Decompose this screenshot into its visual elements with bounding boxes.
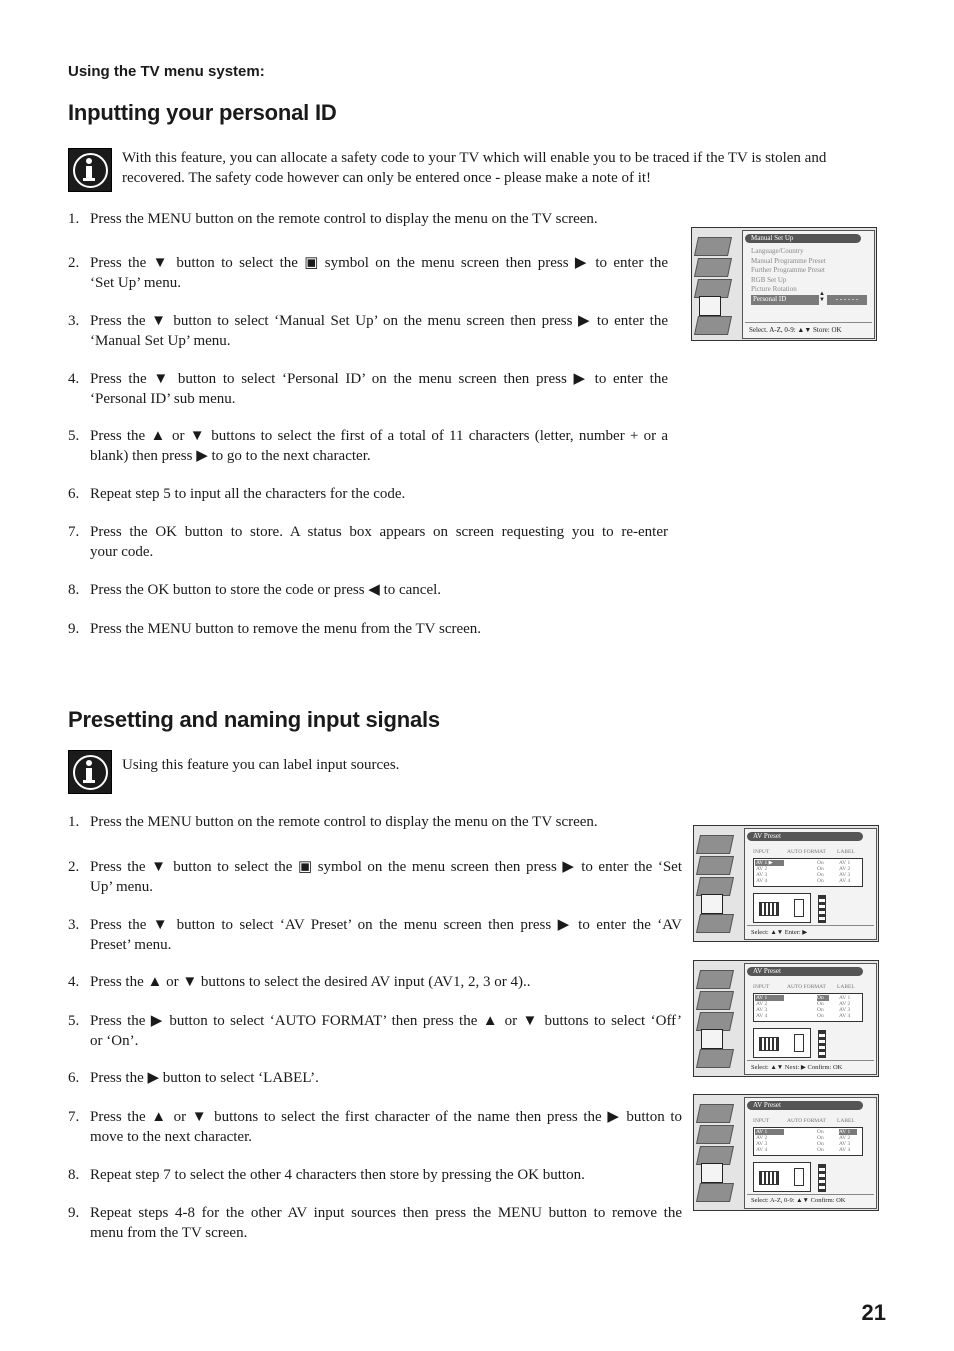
label-cell: AV 3 — [839, 872, 851, 878]
label-cell: AV 3 — [839, 1141, 851, 1147]
column-header: AUTO FORMAT — [787, 849, 826, 855]
step-text-line: Repeat step 7 to select the other 4 characters then store by pressing the OK button. — [90, 1167, 585, 1183]
step-number: 8. — [68, 582, 80, 598]
av-table — [753, 993, 863, 1022]
step-number: 3. — [68, 313, 80, 329]
step-text-line: ‘Manual Set Up’ menu. — [90, 332, 231, 349]
step-number: 8. — [68, 1167, 80, 1183]
step-number: 6. — [68, 486, 80, 502]
page-number: 21 — [861, 1300, 886, 1325]
remote-icon — [818, 895, 826, 923]
input-cell: AV 4 — [756, 1147, 768, 1153]
preset-menu-icon — [696, 1049, 734, 1068]
picture-menu-icon — [696, 835, 734, 854]
step-text-line: ‘Set Up’ menu. — [90, 274, 181, 291]
step-text-line: Press the ▶ button to select ‘AUTO FORMAT’ then press the ▲ or ▼ buttons to select ‘Off’ — [90, 1013, 682, 1029]
table-row — [755, 1013, 861, 1019]
table-row — [755, 878, 861, 884]
intro-text: Using this feature you can label input sources. — [122, 757, 400, 773]
step-text-line: Preset’ menu. — [90, 936, 172, 953]
step-text-line: Repeat steps 4-8 for the other AV input sources then press the MENU button to remove the — [90, 1205, 682, 1221]
remote-icon — [818, 1030, 826, 1058]
screen-title: AV Preset — [747, 832, 863, 841]
step-text-line: Up’ menu. — [90, 878, 154, 895]
tv-connector-icon — [753, 893, 811, 923]
step-text-line: Press the OK button to store. A status box appears on screen requesting you to re-enter — [90, 524, 668, 540]
input-cell: AV 2 — [756, 1135, 768, 1141]
sound-menu-icon — [696, 856, 734, 875]
tv-connector-icon — [753, 1162, 811, 1192]
auto-format-cell: On — [817, 872, 824, 878]
step-text-line: Press the ▼ button to select ‘Manual Set Up’ on the menu screen then press ▶ to enter the — [90, 313, 668, 329]
auto-format-cell: On — [817, 1135, 824, 1141]
input-cell: AV 1 — [755, 995, 784, 1001]
step-number: 3. — [68, 917, 80, 933]
step-text-line: Press the ▼ button to select ‘AV Preset’ on the menu screen then press ▶ to enter the ‘AV — [90, 917, 682, 933]
info-icon — [68, 148, 112, 192]
preset-menu-icon — [696, 1183, 734, 1202]
column-header: INPUT — [753, 1118, 770, 1124]
input-cell: AV 4 — [756, 1013, 768, 1019]
section-title-input-signals: Presetting and naming input signals — [68, 707, 440, 732]
menu-item: Language/Country — [751, 247, 804, 255]
column-header: LABEL — [837, 984, 855, 990]
step-text-line: Press the OK button to store the code or press ◀ to cancel. — [90, 582, 442, 598]
sound-menu-icon — [696, 991, 734, 1010]
input-cell: AV 1 ▶ — [755, 860, 784, 866]
label-cell: AV 3 — [839, 1007, 851, 1013]
input-cell: AV 3 — [756, 872, 768, 878]
tv-screen-manual-setup — [691, 227, 877, 341]
auto-format-cell: On — [817, 1001, 824, 1007]
auto-format-cell: On — [817, 878, 824, 884]
setup-menu-icon — [701, 1163, 723, 1183]
input-cell: AV 4 — [756, 878, 768, 884]
step-number: 7. — [68, 1109, 80, 1125]
step-number: 1. — [68, 211, 80, 227]
input-cell: AV 3 — [756, 1007, 768, 1013]
column-header: INPUT — [753, 849, 770, 855]
tv-connector-icon — [753, 1028, 811, 1058]
step-text-line: or ‘On’. — [90, 1032, 139, 1049]
column-header: INPUT — [753, 984, 770, 990]
step-text-line: move to the next character. — [90, 1128, 253, 1145]
column-header: LABEL — [837, 849, 855, 855]
auto-format-cell: On — [817, 866, 824, 872]
menu-item-selected: Personal ID — [751, 295, 819, 305]
step-text-line: Press the ▲ or ▼ buttons to select the desired AV input (AV1, 2, 3 or 4).. — [90, 974, 531, 990]
auto-format-cell: On — [817, 1141, 824, 1147]
label-cell: AV 1 — [839, 1129, 857, 1135]
menu-item: Manual Programme Preset — [751, 256, 826, 265]
step-text-line: Press the MENU button on the remote control to display the menu on the TV screen. — [90, 814, 598, 830]
preset-menu-icon — [694, 316, 732, 335]
input-cell: AV 1 — [755, 1129, 784, 1135]
step-text-line: Press the MENU button on the remote control to display the menu on the TV screen. — [90, 211, 598, 227]
table-row — [755, 1147, 861, 1153]
menu-item: RGB Set Up — [751, 275, 787, 284]
tv-screen-av-preset — [693, 960, 879, 1077]
input-cell: AV 2 — [756, 1001, 768, 1007]
step-number: 5. — [68, 1013, 80, 1029]
label-cell: AV 2 — [839, 1135, 851, 1141]
picture-menu-icon — [694, 237, 732, 256]
label-cell: AV 2 — [839, 866, 851, 872]
step-number: 6. — [68, 1070, 80, 1086]
step-text-line: your code. — [90, 543, 154, 560]
step-text-line: Press the ▼ button to select the ▣ symbol on the menu screen then press ▶ to enter the — [90, 255, 668, 271]
step-text-line: Press the ▶ button to select ‘LABEL’. — [90, 1070, 319, 1086]
label-cell: AV 1 — [839, 860, 851, 866]
screen-footer: Select: ▲▼ Enter: ▶ — [751, 929, 808, 936]
label-cell: AV 1 — [839, 995, 851, 1001]
running-head: Using the TV menu system: — [68, 63, 265, 80]
step-number: 5. — [68, 428, 80, 444]
step-number: 4. — [68, 974, 80, 990]
intro-text: With this feature, you can allocate a safety code to your TV which will enable you to be traced if the TV is stolen and recovered. The safety code however can only be entered once - please make a note of it! — [122, 150, 827, 186]
auto-format-cell: On — [817, 1013, 824, 1019]
screen-title: Manual Set Up — [745, 234, 861, 243]
tv-screen-av-preset — [693, 1094, 879, 1211]
screen-title: AV Preset — [747, 1101, 863, 1110]
setup-menu-icon — [701, 1029, 723, 1049]
step-text-line: menu from the TV screen. — [90, 1224, 248, 1241]
step-text-line: blank) then press ▶ to go to the next character. — [90, 447, 371, 464]
av-table — [753, 858, 863, 887]
auto-format-cell: On — [817, 1129, 824, 1135]
step-text-line: Repeat step 5 to input all the characters for the code. — [90, 486, 406, 502]
step-number: 9. — [68, 621, 80, 637]
auto-format-cell: On — [817, 1007, 824, 1013]
step-text-line: Press the ▼ button to select ‘Personal ID’ on the menu screen then press ▶ to enter the — [90, 371, 668, 387]
label-cell: AV 4 — [839, 1013, 851, 1019]
picture-menu-icon — [696, 970, 734, 989]
auto-format-cell: On — [817, 860, 824, 866]
screen-footer: Select: A-Z, 0-9: ▲▼ Confirm: OK — [751, 1197, 846, 1204]
sound-menu-icon — [694, 258, 732, 277]
step-text-line: Press the MENU button to remove the menu from the TV screen. — [90, 621, 482, 637]
personal-id-field: - - - - - - — [827, 295, 867, 305]
step-text-line: Press the ▼ button to select the ▣ symbol on the menu screen then press ▶ to enter the ‘Set — [90, 859, 682, 875]
auto-format-cell: On — [817, 995, 829, 1001]
setup-menu-icon — [701, 894, 723, 914]
info-icon — [68, 750, 112, 794]
label-cell: AV 4 — [839, 878, 851, 884]
step-number: 4. — [68, 371, 80, 387]
step-text-line: ‘Personal ID’ sub menu. — [90, 390, 236, 407]
menu-item: Further Programme Preset — [751, 266, 825, 275]
sound-menu-icon — [696, 1125, 734, 1144]
remote-icon — [818, 1164, 826, 1192]
column-header: AUTO FORMAT — [787, 1118, 826, 1124]
screen-footer: Select: ▲▼ Next: ▶ Confirm: OK — [751, 1064, 843, 1071]
screen-footer: Select. A-Z, 0-9: ▲▼ Store: OK — [749, 326, 842, 334]
input-cell: AV 2 — [756, 866, 768, 872]
screen-title: AV Preset — [747, 967, 863, 976]
auto-format-cell: On — [817, 1147, 824, 1153]
section-title-personal-id: Inputting your personal ID — [68, 100, 337, 125]
up-down-arrows-icon: ▲ ▼ — [819, 290, 825, 303]
step-text-line: Press the ▲ or ▼ buttons to select the first of a total of 11 characters (letter, number + or a — [90, 428, 668, 444]
step-text-line: Press the ▲ or ▼ buttons to select the first character of the name then press the ▶ button to — [90, 1109, 682, 1125]
step-number: 2. — [68, 859, 80, 875]
label-cell: AV 2 — [839, 1001, 851, 1007]
label-cell: AV 4 — [839, 1147, 851, 1153]
av-table — [753, 1127, 863, 1156]
column-header: LABEL — [837, 1118, 855, 1124]
preset-menu-icon — [696, 914, 734, 933]
input-cell: AV 3 — [756, 1141, 768, 1147]
step-number: 7. — [68, 524, 80, 540]
picture-menu-icon — [696, 1104, 734, 1123]
column-header: AUTO FORMAT — [787, 984, 826, 990]
step-number: 2. — [68, 255, 80, 271]
menu-item: Picture Rotation — [751, 285, 797, 294]
tv-screen-av-preset — [693, 825, 879, 942]
setup-menu-icon — [699, 296, 721, 316]
step-number: 1. — [68, 814, 80, 830]
step-number: 9. — [68, 1205, 80, 1221]
